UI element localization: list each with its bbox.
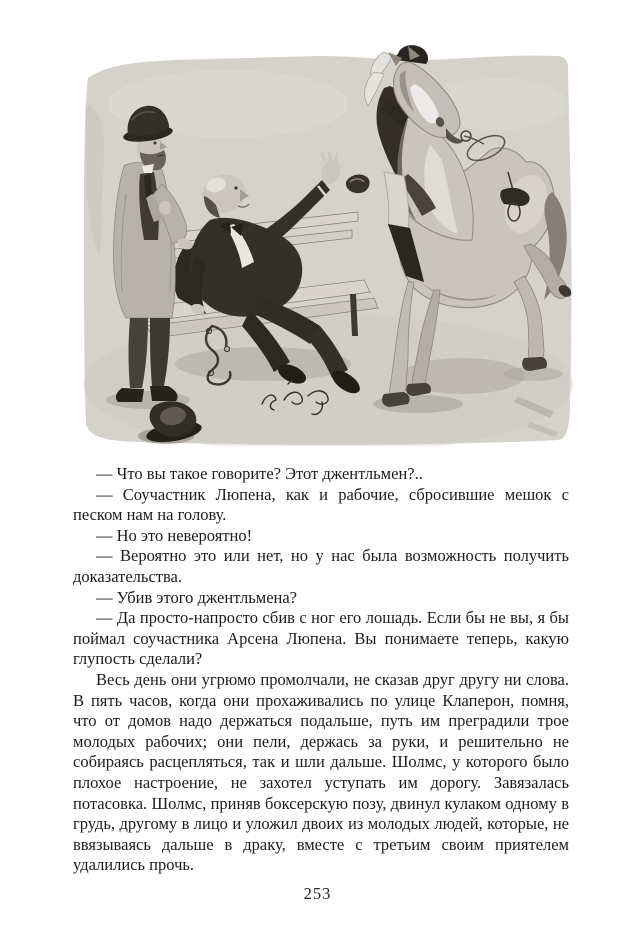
paragraph: Весь день они угрюмо промолчали, не сказав друг другу ни слова. В пять часов, когда они прохаживались по улице Клаперон, помня, что от домов надо держаться подальше, путь им преградили трое молодых рабочих; они пели, держась за руки, и решительно не собираясь расцепляться, так и шли дальше. Шолмс, у которого было плохое настроение, не захотел уступать им дорогу. Завязалась потасовка. Шолмс, приняв боксерскую позу, двинул кулаком одному в грудь, другому в лицо и уложил двоих из молодых людей, которые, не ввязываясь дальше в драку, вместе с третьим своим приятелем удалились прочь. <box>73 669 569 875</box>
paragraph: — Вероятно это или нет, но у нас была возможность получить доказательства. <box>73 546 569 586</box>
paragraph: — Соучастник Люпена, как и рабочие, сбросившие мешок с песком нам на голову. <box>73 484 569 525</box>
paragraph: — Да просто-напросто сбив с ног его лошадь. Если бы не вы, я бы поймал соучастника Арсена Люпена. Вы понимаете теперь, какую глупость сделали? <box>73 608 569 669</box>
page-number: 253 <box>303 884 332 903</box>
paragraph: — Но это невероятно! <box>96 525 253 545</box>
paragraph: — Что вы такое говорите? Этот джентльмен?.. <box>96 464 423 483</box>
text-block <box>73 464 569 876</box>
book-illustration <box>78 44 574 446</box>
paragraph: — Убив этого джентльмена? <box>96 587 297 607</box>
